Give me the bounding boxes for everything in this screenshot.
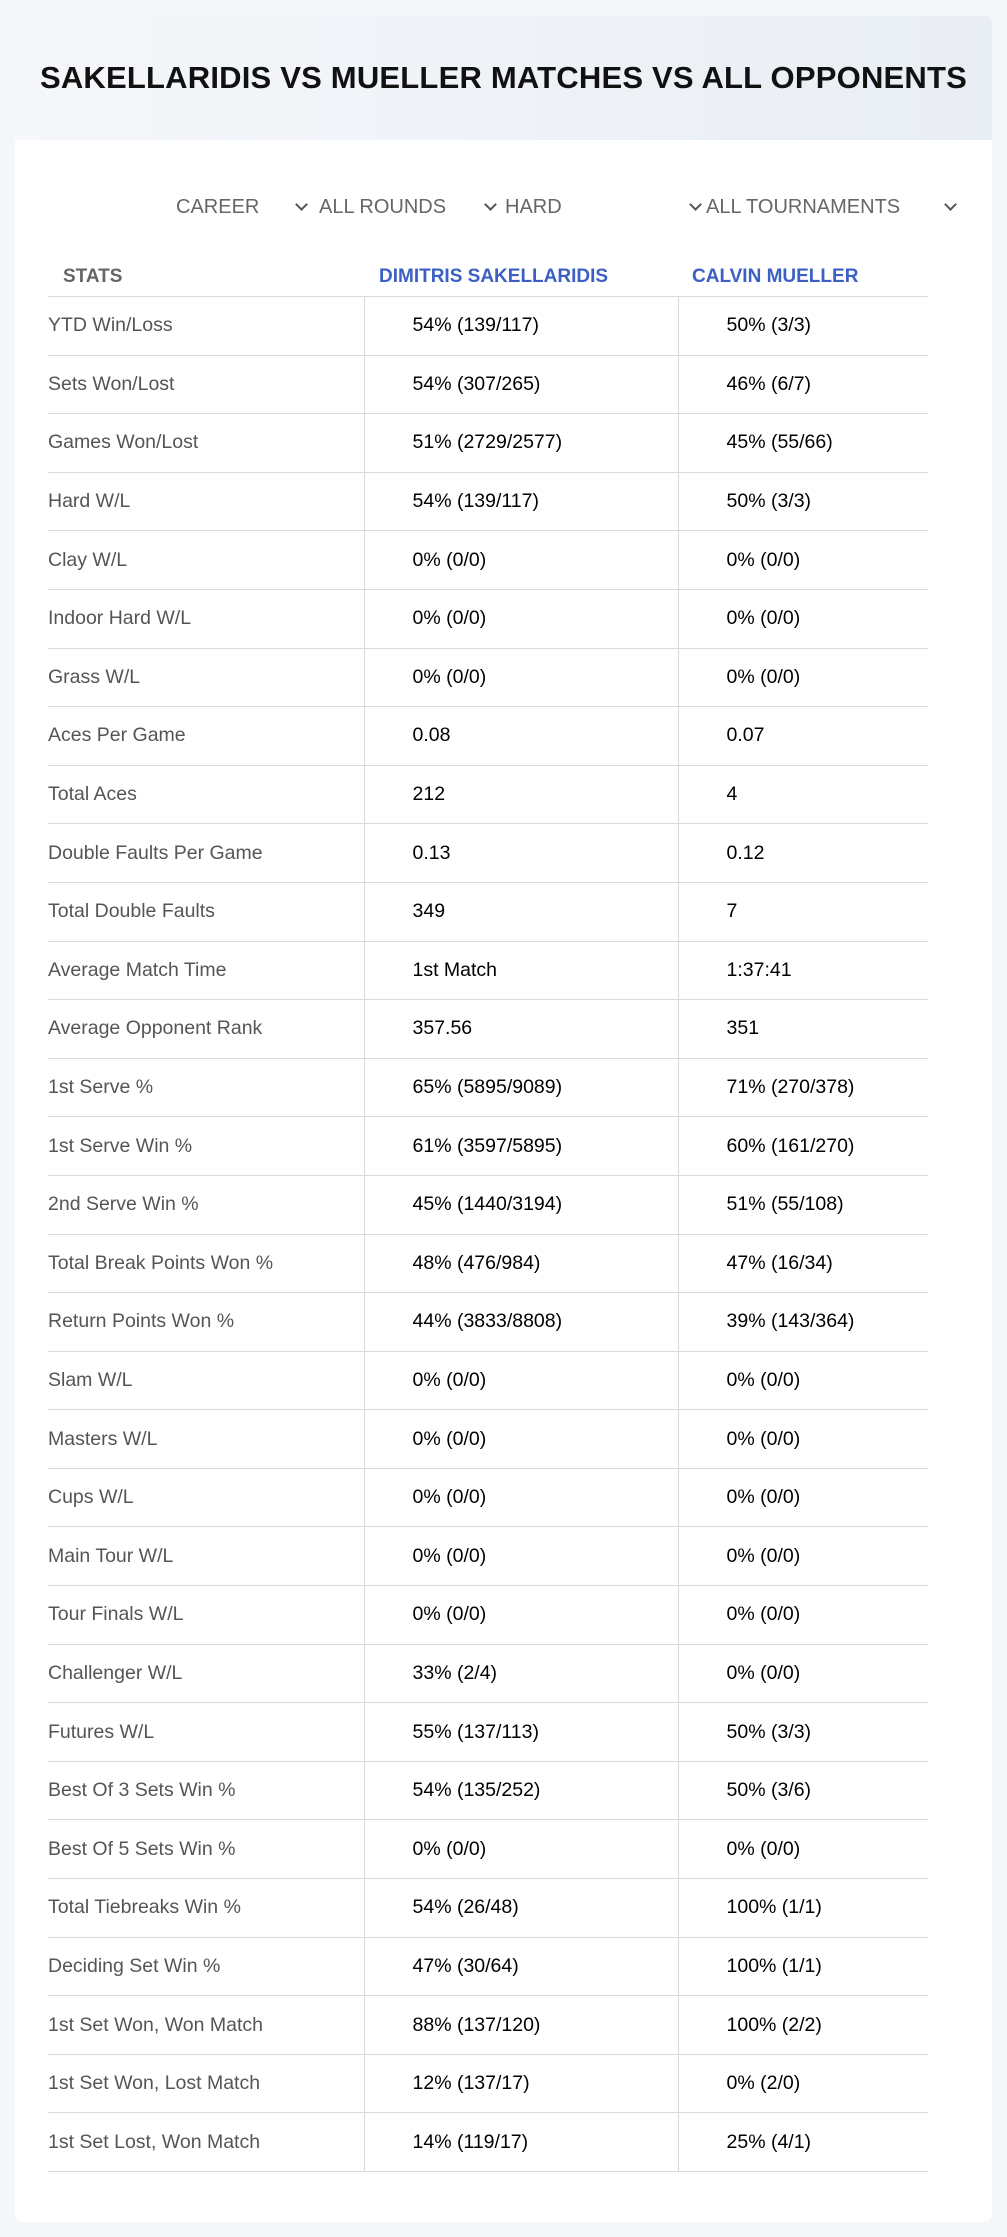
player2-value: 4 [678, 765, 928, 824]
player1-value: 45% (1440/3194) [364, 1175, 678, 1234]
stat-label: Clay W/L [48, 531, 364, 590]
player2-value: 100% (2/2) [678, 1996, 928, 2055]
stat-label: 1st Set Lost, Won Match [48, 2113, 364, 2172]
player2-value: 100% (1/1) [678, 1879, 928, 1938]
player1-value: 61% (3597/5895) [364, 1117, 678, 1176]
stat-label: Masters W/L [48, 1410, 364, 1469]
table-row [48, 1703, 928, 1762]
player1-value: 212 [364, 765, 678, 824]
table-row [48, 355, 928, 414]
player2-value: 100% (1/1) [678, 1937, 928, 1996]
player1-value: 357.56 [364, 1000, 678, 1059]
player1-value: 51% (2729/2577) [364, 414, 678, 473]
chevron-down-icon [944, 198, 957, 211]
stat-label: Slam W/L [48, 1351, 364, 1410]
player1-value: 65% (5895/9089) [364, 1058, 678, 1117]
player2-value: 60% (161/270) [678, 1117, 928, 1176]
player2-value: 0% (0/0) [678, 1820, 928, 1879]
surface-select[interactable] [505, 192, 700, 222]
player1-value: 0% (0/0) [364, 589, 678, 648]
player1-value: 33% (2/4) [364, 1644, 678, 1703]
table-row [48, 1879, 928, 1938]
stat-label: Grass W/L [48, 648, 364, 707]
stat-label: Main Tour W/L [48, 1527, 364, 1586]
rounds-select[interactable] [319, 192, 495, 222]
table-row [48, 2054, 928, 2113]
player1-value: 0% (0/0) [364, 531, 678, 590]
player1-value: 349 [364, 882, 678, 941]
table-row [48, 882, 928, 941]
stat-label: Total Tiebreaks Win % [48, 1879, 364, 1938]
table-row [48, 765, 928, 824]
table-row [48, 648, 928, 707]
stat-label: Sets Won/Lost [48, 355, 364, 414]
stats-column-header: STATS [63, 266, 123, 287]
stat-label: Deciding Set Win % [48, 1937, 364, 1996]
player2-value: 0% (0/0) [678, 589, 928, 648]
player2-value: 71% (270/378) [678, 1058, 928, 1117]
table-row [48, 941, 928, 1000]
table-row [48, 1058, 928, 1117]
player2-value: 0.07 [678, 707, 928, 766]
chevron-down-icon [689, 198, 702, 211]
chevron-down-icon [295, 198, 308, 211]
player1-value: 12% (137/17) [364, 2054, 678, 2113]
stat-label: Tour Finals W/L [48, 1586, 364, 1645]
stat-label: Games Won/Lost [48, 414, 364, 473]
table-row [48, 531, 928, 590]
tournaments-select[interactable] [706, 192, 955, 222]
stat-label: Aces Per Game [48, 707, 364, 766]
player2-value: 47% (16/34) [678, 1234, 928, 1293]
player1-value: 55% (137/113) [364, 1703, 678, 1762]
stat-label: Average Opponent Rank [48, 1000, 364, 1059]
player1-value: 0% (0/0) [364, 648, 678, 707]
player1-value: 54% (135/252) [364, 1761, 678, 1820]
player1-value: 0% (0/0) [364, 1468, 678, 1527]
player2-value: 0% (2/0) [678, 2054, 928, 2113]
table-row [48, 297, 928, 356]
player2-value: 25% (4/1) [678, 2113, 928, 2172]
player2-value: 0% (0/0) [678, 531, 928, 590]
table-row [48, 824, 928, 883]
stat-label: Best Of 5 Sets Win % [48, 1820, 364, 1879]
stat-label: 1st Set Won, Lost Match [48, 2054, 364, 2113]
player2-value: 1:37:41 [678, 941, 928, 1000]
stat-label: Double Faults Per Game [48, 824, 364, 883]
page-title: SAKELLARIDIS VS MUELLER MATCHES VS ALL OPPONENTS [39, 60, 968, 95]
player2-value: 0% (0/0) [678, 1351, 928, 1410]
player1-value: 47% (30/64) [364, 1937, 678, 1996]
table-row [48, 1996, 928, 2055]
player1-value: 0% (0/0) [364, 1586, 678, 1645]
stat-label: 1st Set Won, Won Match [48, 1996, 364, 2055]
player2-value: 45% (55/66) [678, 414, 928, 473]
stat-label: Hard W/L [48, 472, 364, 531]
stat-label: 1st Serve % [48, 1058, 364, 1117]
player1-value: 54% (307/265) [364, 355, 678, 414]
table-row [48, 2113, 928, 2172]
player2-value: 0% (0/0) [678, 1527, 928, 1586]
table-row [48, 589, 928, 648]
player1-value: 14% (119/17) [364, 2113, 678, 2172]
player2-value: 7 [678, 882, 928, 941]
stat-label: Total Double Faults [48, 882, 364, 941]
period-select-value: CAREER [176, 195, 260, 218]
surface-select-value: HARD [505, 195, 562, 218]
player2-value: 50% (3/3) [678, 297, 928, 356]
table-row [48, 1586, 928, 1645]
table-row [48, 1117, 928, 1176]
table-row [48, 1644, 928, 1703]
player2-value: 46% (6/7) [678, 355, 928, 414]
table-row [48, 1234, 928, 1293]
stats-table [48, 296, 928, 2172]
player2-value: 351 [678, 1000, 928, 1059]
player2-value: 0% (0/0) [678, 1468, 928, 1527]
player1-link[interactable]: DIMITRIS SAKELLARIDIS [379, 266, 609, 287]
chevron-down-icon [484, 198, 497, 211]
player1-value: 1st Match [364, 941, 678, 1000]
player1-value: 0.08 [364, 707, 678, 766]
table-row [48, 1820, 928, 1879]
stat-label: Challenger W/L [48, 1644, 364, 1703]
stat-label: Total Break Points Won % [48, 1234, 364, 1293]
table-row [48, 707, 928, 766]
player1-value: 0% (0/0) [364, 1351, 678, 1410]
table-row [48, 1175, 928, 1234]
rounds-select-value: ALL ROUNDS [319, 195, 447, 218]
table-row [48, 1410, 928, 1469]
table-row [48, 472, 928, 531]
table-row [48, 1000, 928, 1059]
player1-value: 48% (476/984) [364, 1234, 678, 1293]
player2-value: 39% (143/364) [678, 1293, 928, 1352]
table-row [48, 1468, 928, 1527]
table-row [48, 1527, 928, 1586]
table-row [48, 1351, 928, 1410]
stat-label: 1st Serve Win % [48, 1117, 364, 1176]
player2-value: 0.12 [678, 824, 928, 883]
player1-value: 88% (137/120) [364, 1996, 678, 2055]
tournaments-select-value: ALL TOURNAMENTS [706, 195, 901, 218]
stat-label: Futures W/L [48, 1703, 364, 1762]
player1-value: 0.13 [364, 824, 678, 883]
player2-value: 0% (0/0) [678, 1644, 928, 1703]
player1-value: 0% (0/0) [364, 1527, 678, 1586]
player1-value: 0% (0/0) [364, 1410, 678, 1469]
stat-label: Cups W/L [48, 1468, 364, 1527]
player2-value: 0% (0/0) [678, 648, 928, 707]
stat-label: Total Aces [48, 765, 364, 824]
player1-value: 54% (139/117) [364, 472, 678, 531]
player2-value: 50% (3/3) [678, 1703, 928, 1762]
table-row [48, 1761, 928, 1820]
player2-link[interactable]: CALVIN MUELLER [692, 266, 859, 287]
player1-value: 54% (139/117) [364, 297, 678, 356]
stat-label: Average Match Time [48, 941, 364, 1000]
table-row [48, 1937, 928, 1996]
player2-value: 51% (55/108) [678, 1175, 928, 1234]
stat-label: YTD Win/Loss [48, 297, 364, 356]
table-row [48, 414, 928, 473]
card-header [15, 16, 992, 140]
player1-value: 44% (3833/8808) [364, 1293, 678, 1352]
player1-value: 0% (0/0) [364, 1820, 678, 1879]
period-select[interactable] [176, 192, 306, 222]
stat-label: Best Of 3 Sets Win % [48, 1761, 364, 1820]
player2-value: 50% (3/6) [678, 1761, 928, 1820]
player2-value: 50% (3/3) [678, 472, 928, 531]
stat-label: Indoor Hard W/L [48, 589, 364, 648]
stat-label: Return Points Won % [48, 1293, 364, 1352]
filters-bar [15, 140, 992, 266]
table-row [48, 1293, 928, 1352]
player1-value: 54% (26/48) [364, 1879, 678, 1938]
stat-label: 2nd Serve Win % [48, 1175, 364, 1234]
player2-value: 0% (0/0) [678, 1410, 928, 1469]
player2-value: 0% (0/0) [678, 1586, 928, 1645]
